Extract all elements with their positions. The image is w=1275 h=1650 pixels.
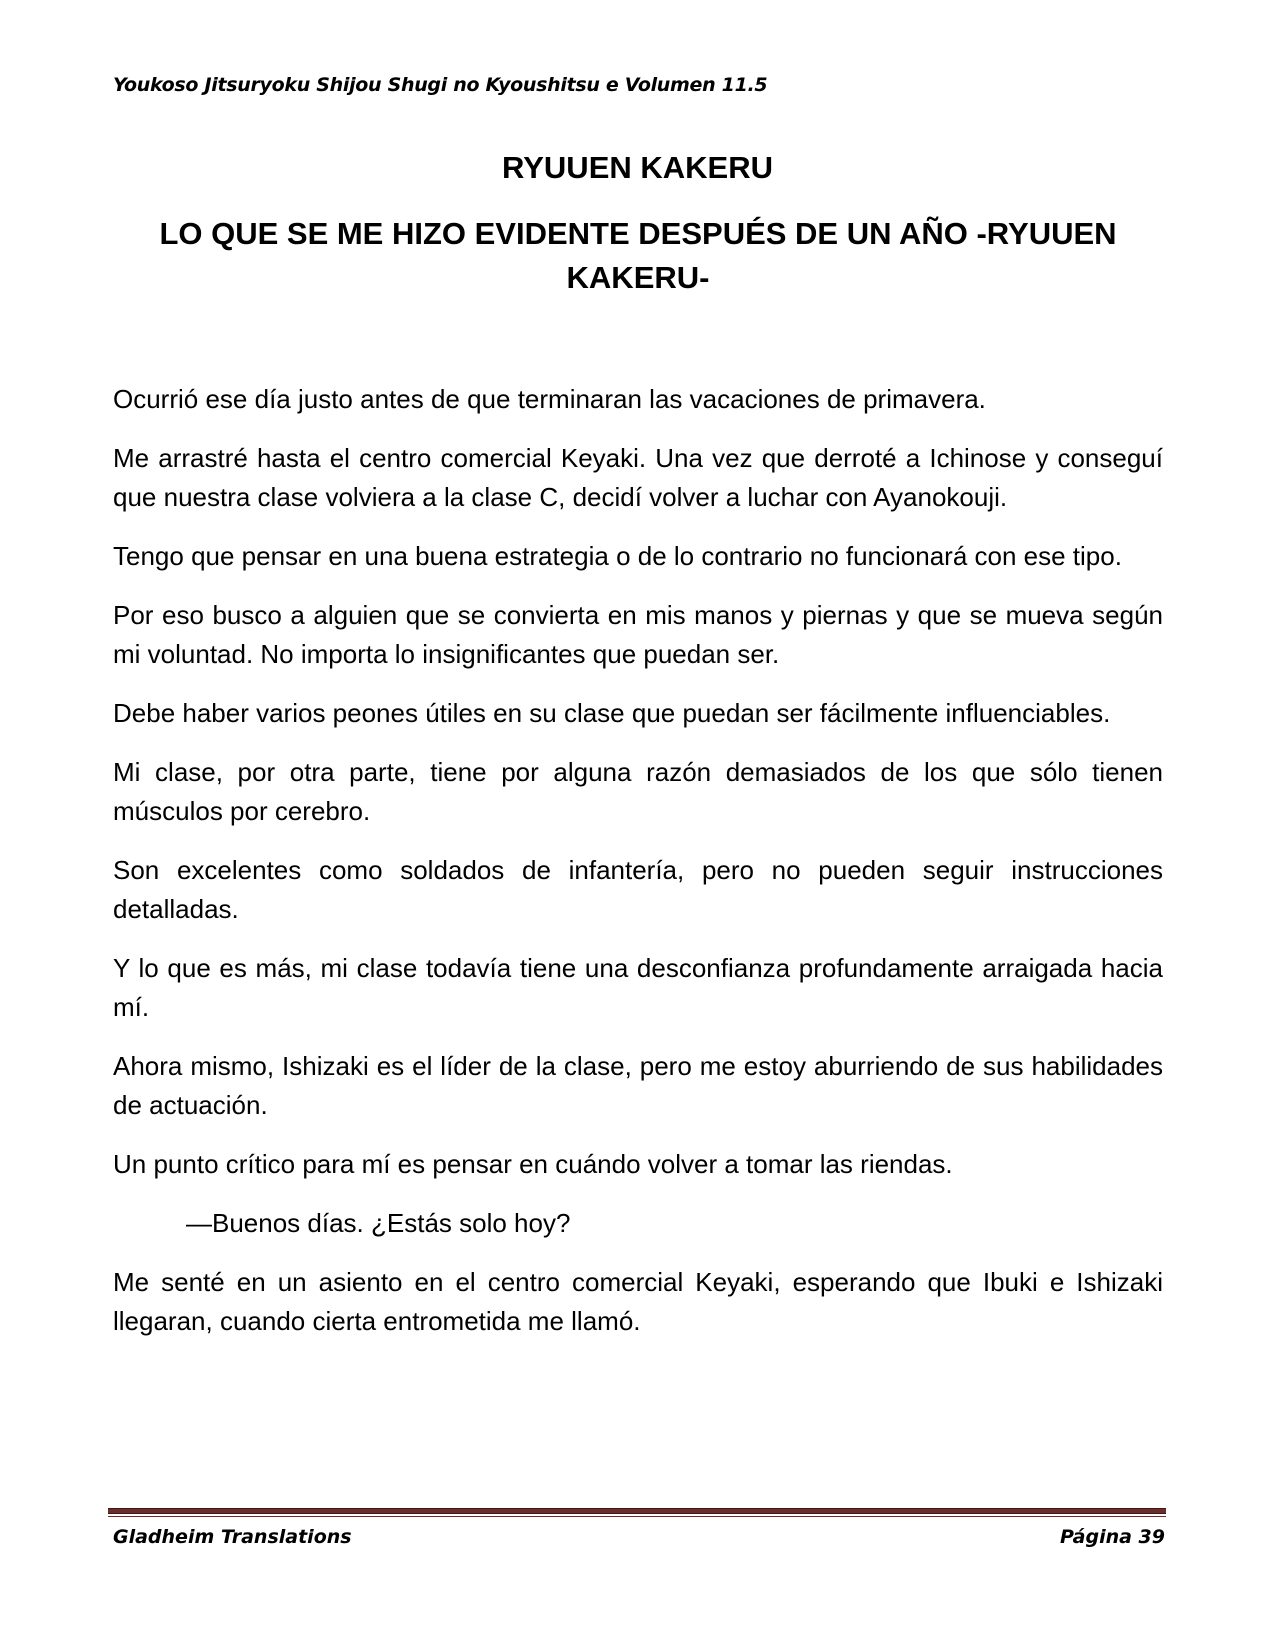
footer-divider-thin — [108, 1516, 1166, 1517]
paragraph: Un punto crítico para mí es pensar en cuándo volver a tomar las riendas. — [113, 1149, 953, 1179]
paragraph: Son excelentes como soldados de infantería, pero no pueden seguir instrucciones detalladas. — [113, 855, 1163, 924]
paragraph: Por eso busco a alguien que se convierta en mis manos y piernas y que se mueva según mi voluntad. No importa lo insignificantes que puedan ser. — [113, 600, 1163, 669]
paragraph: Ocurrió ese día justo antes de que terminaran las vacaciones de primavera. — [113, 384, 986, 414]
paragraph: Ahora mismo, Ishizaki es el líder de la clase, pero me estoy aburriendo de sus habilidades de actuación. — [113, 1051, 1163, 1120]
body-text — [113, 380, 1163, 1361]
dialogue-paragraph: —Buenos días. ¿Estás solo hoy? — [186, 1208, 571, 1238]
footer-page-number: Página 39 — [1059, 1526, 1165, 1548]
paragraph: Mi clase, por otra parte, tiene por alguna razón demasiados de los que sólo tienen músculos por cerebro. — [113, 757, 1163, 826]
footer-divider — [108, 1508, 1166, 1514]
paragraph: Y lo que es más, mi clase todavía tiene una desconfianza profundamente arraigada hacia mí. — [113, 953, 1163, 1022]
paragraph: Me arrastré hasta el centro comercial Keyaki. Una vez que derroté a Ichinose y conseguí que nuestra clase volviera a la clase C, decidí volver a luchar con Ayanokouji. — [113, 443, 1163, 512]
footer-publisher: Gladheim Translations — [113, 1526, 352, 1548]
paragraph: Tengo que pensar en una buena estrategia o de lo contrario no funcionará con ese tipo. — [113, 541, 1122, 571]
paragraph: Me senté en un asiento en el centro comercial Keyaki, esperando que Ibuki e Ishizaki llegaran, cuando cierta entrometida me llamó. — [113, 1267, 1163, 1336]
paragraph: Debe haber varios peones útiles en su clase que puedan ser fácilmente influenciables. — [113, 698, 1111, 728]
chapter-name: RYUUEN KAKERU — [502, 150, 773, 185]
chapter-title: LO QUE SE ME HIZO EVIDENTE DESPUÉS DE UN AÑO -RYUUEN KAKERU- — [159, 216, 1117, 295]
running-header: Youkoso Jitsuryoku Shijou Shugi no Kyoushitsu e Volumen 11.5 — [113, 74, 768, 96]
